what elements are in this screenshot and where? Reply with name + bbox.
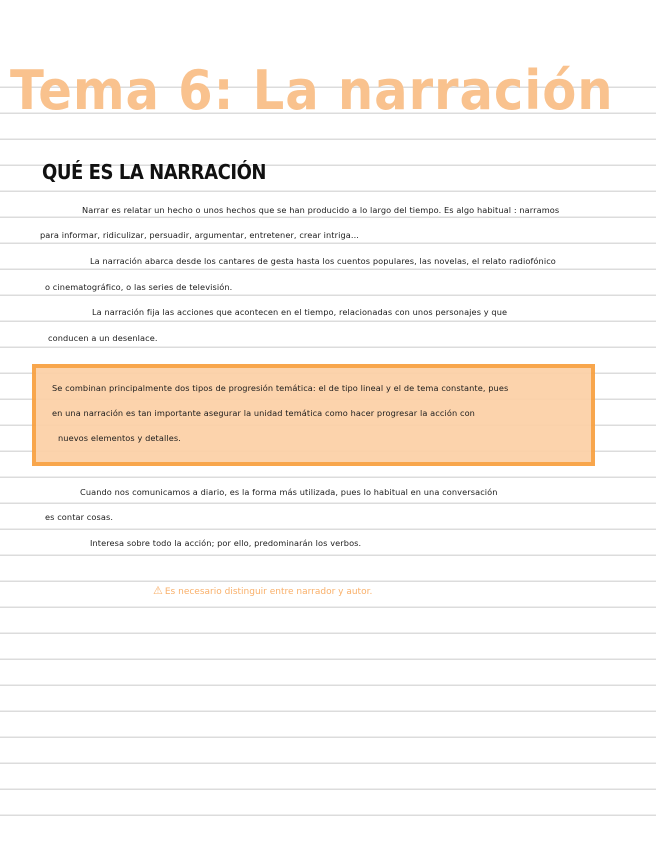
paragraph-1-line-2: para informar, ridiculizar, persuadir, argumentar, entretener, crear intriga... bbox=[40, 230, 359, 240]
paragraph-2-line-1: La narración abarca desde los cantares de gesta hasta los cuentos populares, las novelas, el relato radiofónico bbox=[90, 256, 556, 266]
callout-line-2: en una narración es tan importante asegurar la unidad temática como hacer progresar la acción con bbox=[52, 408, 475, 418]
paragraph-2-line-2: o cinematográfico, o las series de televisión. bbox=[45, 282, 233, 292]
note-text: Es necesario distinguir entre narrador y autor. bbox=[164, 587, 373, 597]
paragraph-3-line-2: conducen a un desenlace. bbox=[48, 333, 158, 343]
paragraph-4-line-1: Cuando nos comunicamos a diario, es la forma más utilizada, pues lo habitual en una conversación bbox=[80, 487, 498, 497]
paragraph-3-line-1: La narración fija las acciones que acontecen en el tiempo, relacionadas con unos personajes y que bbox=[92, 307, 508, 317]
note bbox=[153, 584, 372, 597]
callout-line-1: Se combinan principalmente dos tipos de progresión temática: el de tipo lineal y el de tema constante, pues bbox=[52, 383, 509, 393]
page-title: Tema 6: La narración bbox=[10, 59, 614, 122]
callout-line-3: nuevos elementos y detalles. bbox=[58, 433, 181, 443]
paragraph-1-line-1: Narrar es relatar un hecho o unos hechos que se han producido a lo largo del tiempo. Es algo habitual : narramos bbox=[82, 205, 560, 215]
paragraph-4-line-2: es contar cosas. bbox=[45, 512, 114, 522]
warning-icon: ⚠ bbox=[153, 584, 163, 597]
section-heading: QUÉ ES LA NARRACIÓN bbox=[42, 160, 267, 184]
paragraph-5-line-1: Interesa sobre todo la acción; por ello, predominarán los verbos. bbox=[90, 538, 362, 548]
